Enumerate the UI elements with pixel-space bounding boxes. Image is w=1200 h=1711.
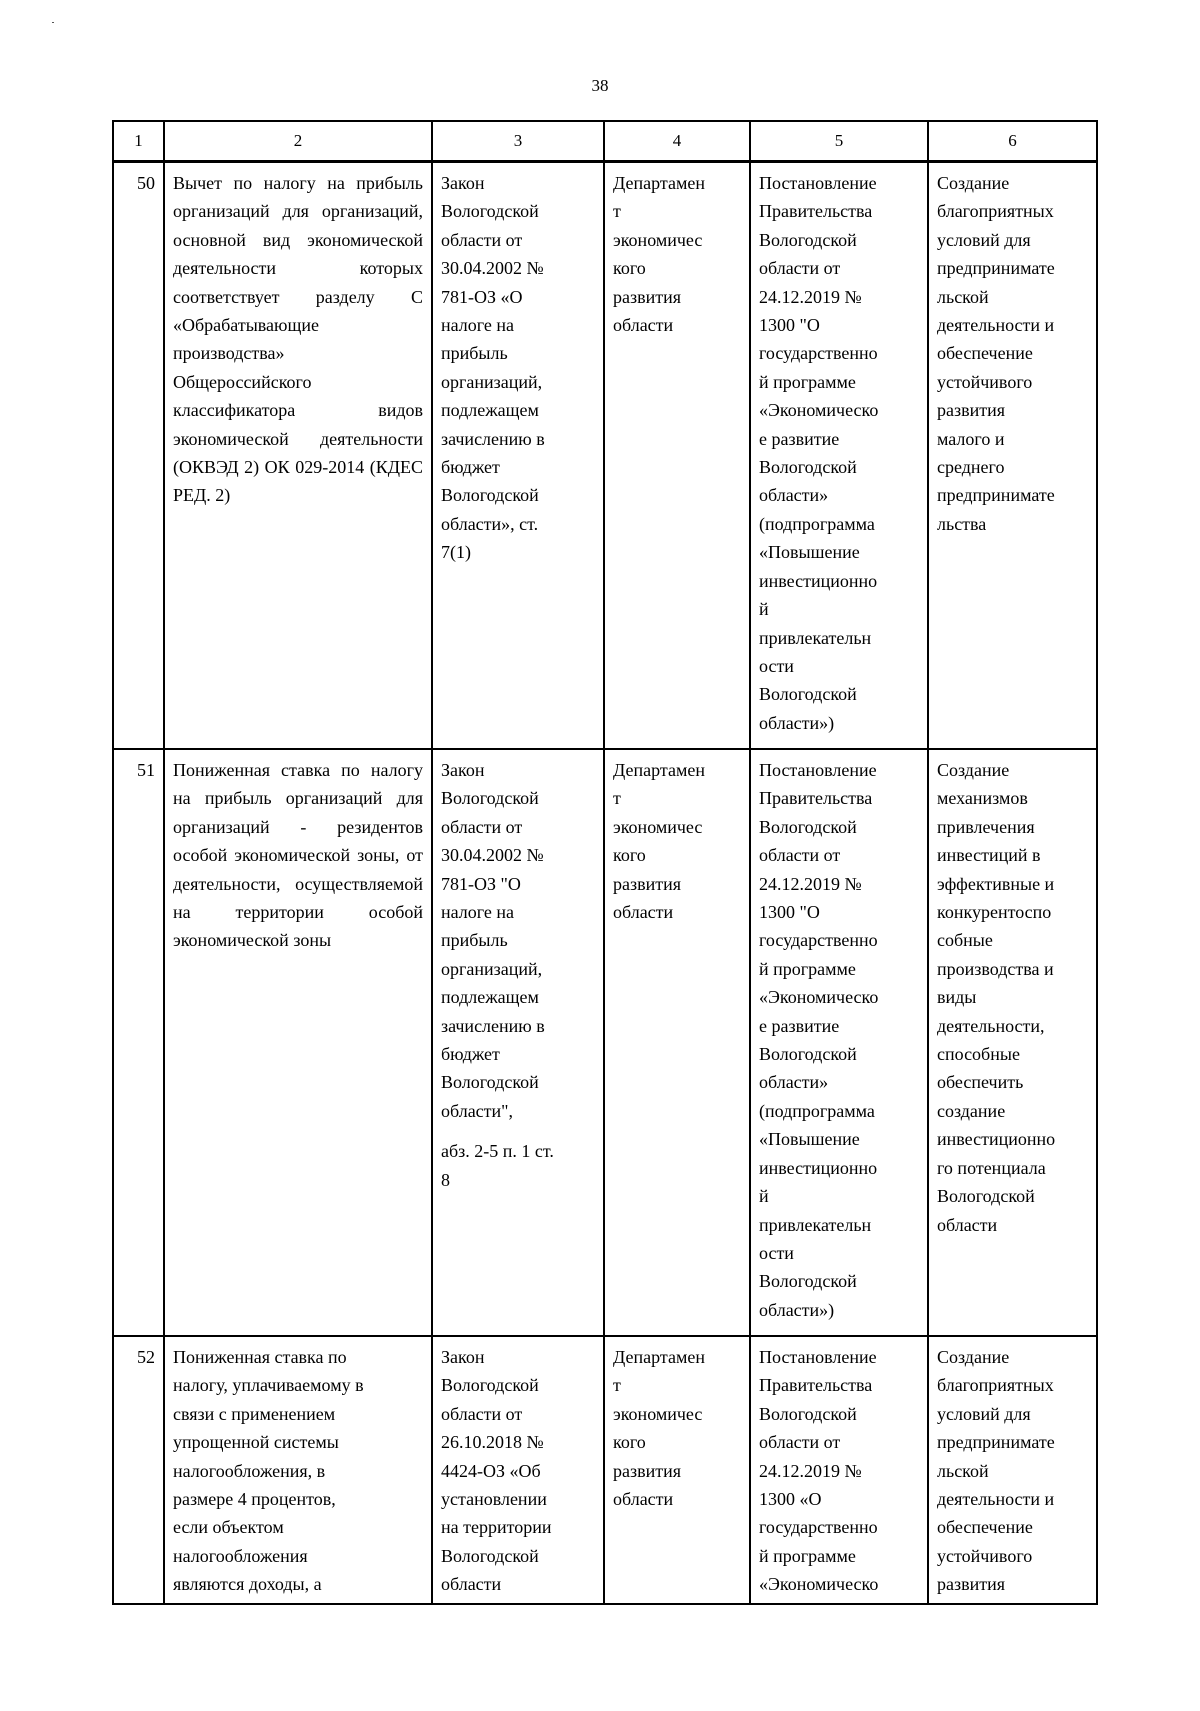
page-number: 38	[591, 76, 609, 95]
legal-act-text: Закон Вологодской области от 26.10.2018 № 4424-ОЗ «Об установлении на территории Вологодской области	[441, 1347, 552, 1595]
row-number: 51	[113, 749, 164, 1336]
legal-act	[432, 1336, 604, 1604]
header-cell: 1	[113, 121, 164, 162]
scan-speck	[52, 22, 54, 23]
legal-act-text: Закон Вологодской области от 30.04.2002 № 781-ОЗ "О налоге на прибыль организаций, подлежащем зачислению в бюджет Вологодской области",	[441, 760, 545, 1121]
benefit-description: Вычет по налогу на прибыль организаций для организаций, основной вид экономической деятельности которых соответствует разделу С «Обрабатывающие производства» Общероссийского классификатора видов экономической деятельности (ОКВЭД 2) ОК 029-2014 (КДЕС РЕД. 2)	[164, 162, 432, 750]
table-row	[113, 162, 1097, 750]
row-number: 52	[113, 1336, 164, 1604]
state-program: Постановление Правительства Вологодской области от 24.12.2019 № 1300 «О государственно й программе «Экономическо	[750, 1336, 928, 1604]
table-row	[113, 1336, 1097, 1604]
state-program: Постановление Правительства Вологодской области от 24.12.2019 № 1300 "О государственно й программе «Экономическо е развитие Вологодской области» (подпрограмма «Повышение инвестиционно й привлекательн ости Вологодской области»)	[750, 162, 928, 750]
tax-benefits-table	[112, 120, 1098, 1605]
header-cell: 6	[928, 121, 1097, 162]
curator: Департамен т экономичес кого развития области	[604, 1336, 750, 1604]
curator: Департамен т экономичес кого развития области	[604, 162, 750, 750]
legal-act-text: Закон Вологодской области от 30.04.2002 № 781-ОЗ «О налоге на прибыль организаций, подлежащем зачислению в бюджет Вологодской области», ст. 7(1)	[441, 173, 545, 563]
benefit-goal: Создание благоприятных условий для предпринимате льской деятельности и обеспечение устойчивого развития малого и среднего предпринимате льства	[928, 162, 1097, 750]
table-row	[113, 749, 1097, 1336]
legal-act-article: абз. 2-5 п. 1 ст. 8	[441, 1141, 554, 1190]
row-number: 50	[113, 162, 164, 750]
header-cell: 2	[164, 121, 432, 162]
benefit-description: Пониженная ставка по налогу на прибыль организаций для организаций - резидентов особой экономической зоны, от деятельности, осуществляемой на территории особой экономической зоны	[164, 749, 432, 1336]
state-program: Постановление Правительства Вологодской области от 24.12.2019 № 1300 "О государственно й программе «Экономическо е развитие Вологодской области» (подпрограмма «Повышение инвестиционно й привлекательн ости Вологодской области»)	[750, 749, 928, 1336]
benefit-description: Пониженная ставка по налогу, уплачиваемому в связи с применением упрощенной системы налогообложения, в размере 4 процентов, если объектом налогообложения являются доходы, а	[164, 1336, 432, 1604]
table-header-row	[113, 121, 1097, 162]
curator: Департамен т экономичес кого развития области	[604, 749, 750, 1336]
header-cell: 4	[604, 121, 750, 162]
benefit-goal: Создание благоприятных условий для предпринимате льской деятельности и обеспечение устойчивого развития	[928, 1336, 1097, 1604]
legal-act	[432, 162, 604, 750]
header-cell: 5	[750, 121, 928, 162]
benefit-goal: Создание механизмов привлечения инвестиций в эффективные и конкурентоспо собные производства и виды деятельности, способные обеспечить создание инвестиционно го потенциала Вологодской области	[928, 749, 1097, 1336]
legal-act	[432, 749, 604, 1336]
header-cell: 3	[432, 121, 604, 162]
